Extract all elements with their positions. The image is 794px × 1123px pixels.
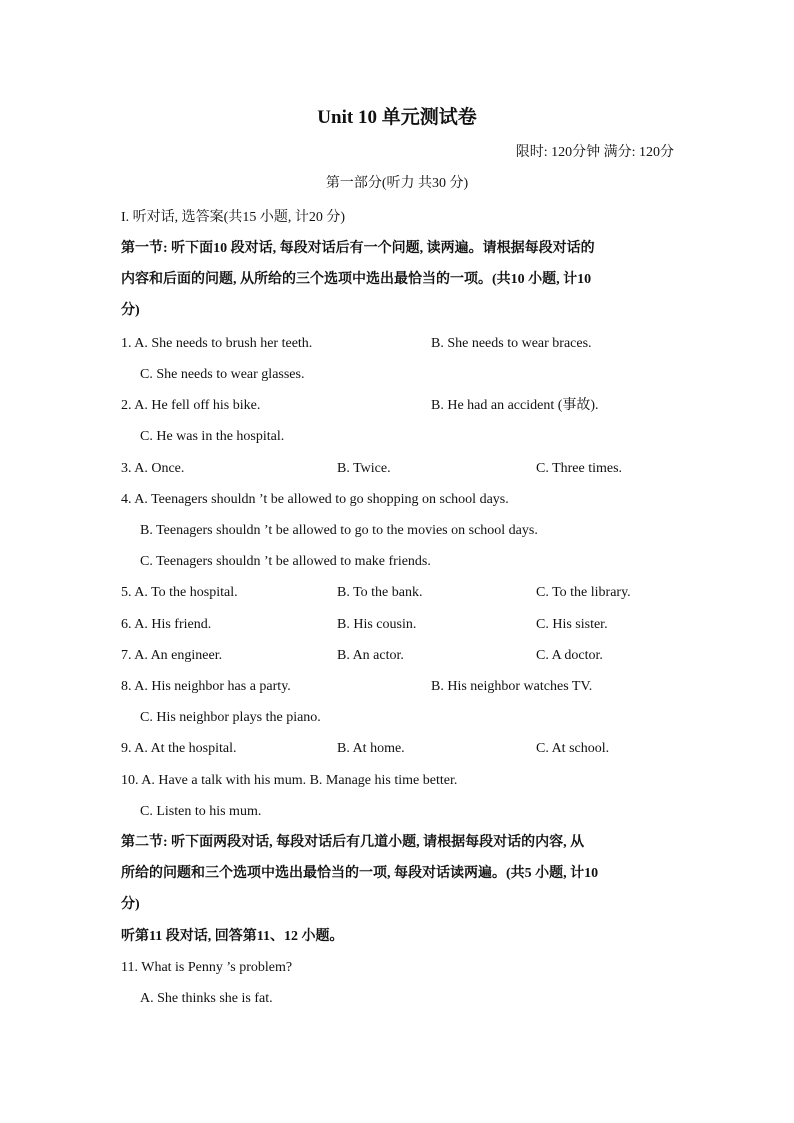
section-one-instructions-line-1: 第一节: 听下面10 段对话, 每段对话后有一个问题, 读两遍。请根据每段对话的	[121, 241, 595, 256]
dialogue-11-instruction: 听第11 段对话, 回答第11、12 小题。	[121, 929, 344, 944]
question-2-option-c: C. He was in the hospital.	[140, 429, 285, 444]
question-5-option-b: B. To the bank.	[337, 585, 423, 600]
question-10-option-c: C. Listen to his mum.	[140, 804, 262, 819]
question-1-option-b: B. She needs to wear braces.	[431, 336, 592, 351]
question-5-option-a: 5. A. To the hospital.	[121, 585, 238, 600]
question-9-option-b: B. At home.	[337, 741, 405, 756]
question-9-option-c: C. At school.	[536, 741, 610, 756]
question-6-option-c: C. His sister.	[536, 617, 608, 632]
section-i-heading: I. 听对话, 选答案(共15 小题, 计20 分)	[121, 210, 345, 225]
section-two-instructions-line-3: 分)	[121, 897, 140, 912]
question-5-option-c: C. To the library.	[536, 585, 631, 600]
question-10-options-a-b: 10. A. Have a talk with his mum. B. Manage his time better.	[121, 773, 458, 788]
section-two-instructions-line-2: 所给的问题和三个选项中选出最恰当的一项, 每段对话读两遍。(共5 小题, 计10	[121, 866, 599, 881]
question-4-option-a: 4. A. Teenagers shouldn ’t be allowed to go shopping on school days.	[121, 492, 509, 507]
question-2-option-a: 2. A. He fell off his bike.	[121, 398, 261, 413]
question-11-option-a: A. She thinks she is fat.	[140, 991, 273, 1006]
question-7-option-c: C. A doctor.	[536, 648, 603, 663]
question-8-option-a: 8. A. His neighbor has a party.	[121, 679, 291, 694]
question-3-option-b: B. Twice.	[337, 461, 391, 476]
question-1-option-a: 1. A. She needs to brush her teeth.	[121, 336, 313, 351]
question-2-option-b: B. He had an accident (事故).	[431, 398, 599, 413]
page-title: Unit 10 单元测试卷	[317, 107, 477, 128]
question-7-option-a: 7. A. An engineer.	[121, 648, 223, 663]
question-8-option-c: C. His neighbor plays the piano.	[140, 710, 321, 725]
question-4-option-c: C. Teenagers shouldn ’t be allowed to make friends.	[140, 554, 431, 569]
question-7-option-b: B. An actor.	[337, 648, 404, 663]
section-two-instructions-line-1: 第二节: 听下面两段对话, 每段对话后有几道小题, 请根据每段对话的内容, 从	[121, 835, 585, 850]
question-4-option-b: B. Teenagers shouldn ’t be allowed to go to the movies on school days.	[140, 523, 538, 538]
question-3-option-a: 3. A. Once.	[121, 461, 185, 476]
question-1-option-c: C. She needs to wear glasses.	[140, 367, 305, 382]
question-6-option-b: B. His cousin.	[337, 617, 417, 632]
question-6-option-a: 6. A. His friend.	[121, 617, 212, 632]
section-one-instructions-line-3: 分)	[121, 303, 140, 318]
question-9-option-a: 9. A. At the hospital.	[121, 741, 237, 756]
question-11-stem: 11. What is Penny ’s problem?	[121, 960, 293, 975]
section-one-instructions-line-2: 内容和后面的问题, 从所给的三个选项中选出最恰当的一项。(共10 小题, 计10	[121, 272, 592, 287]
part-one-heading: 第一部分(听力 共30 分)	[325, 176, 469, 191]
question-8-option-b: B. His neighbor watches TV.	[431, 679, 593, 694]
time-and-score-limits: 限时: 120分钟 满分: 120分	[515, 145, 674, 160]
question-3-option-c: C. Three times.	[536, 461, 623, 476]
